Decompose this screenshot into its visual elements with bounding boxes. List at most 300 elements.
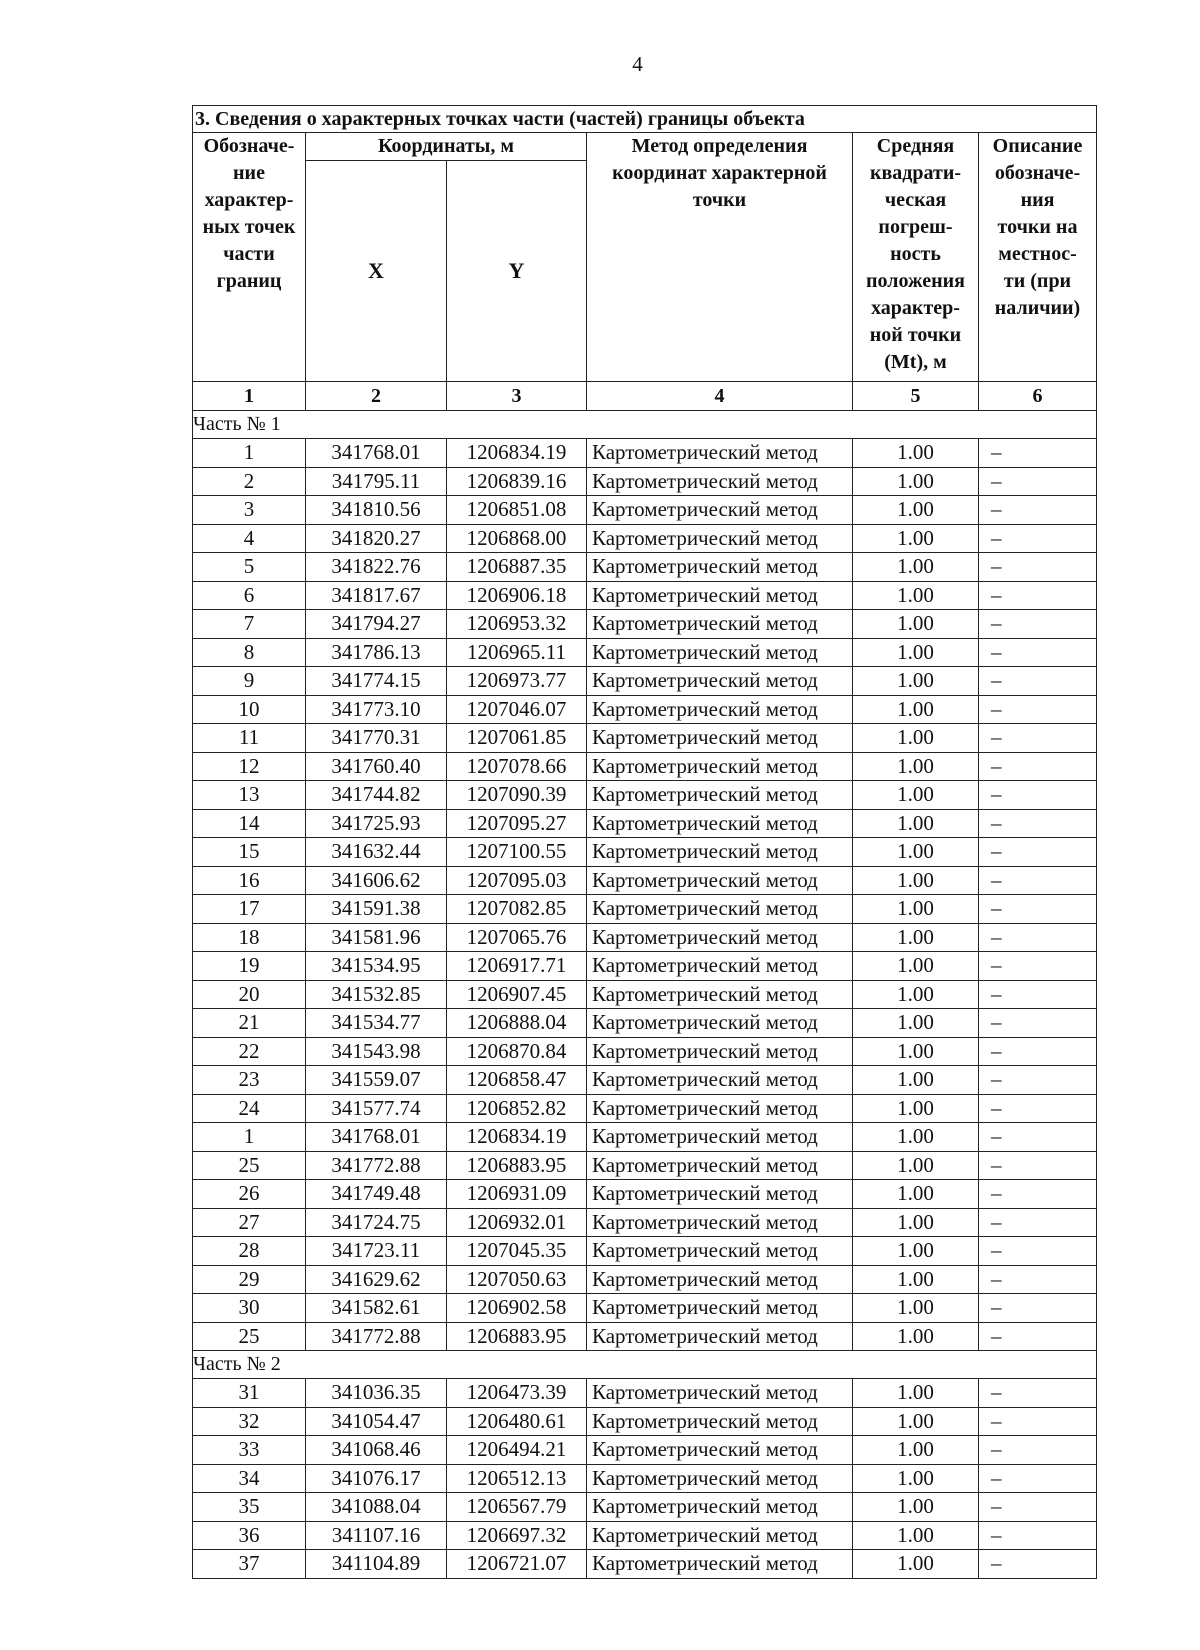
method: Картометрический метод	[587, 866, 853, 895]
method: Картометрический метод	[587, 667, 853, 696]
method: Картометрический метод	[587, 1237, 853, 1266]
coord-x: 341822.76	[306, 553, 447, 582]
coord-x: 341786.13	[306, 638, 447, 667]
method: Картометрический метод	[587, 610, 853, 639]
point-description: –	[979, 1237, 1097, 1266]
table-row	[193, 439, 1097, 468]
column-number: 5	[853, 382, 979, 411]
mean-error: 1.00	[853, 1550, 979, 1579]
header-line: границ	[216, 270, 282, 292]
header-line: местнос-	[998, 243, 1077, 265]
coord-x: 341543.98	[306, 1037, 447, 1066]
mean-error: 1.00	[853, 553, 979, 582]
coord-y: 1206567.79	[447, 1493, 587, 1522]
method: Картометрический метод	[587, 895, 853, 924]
point-description: –	[979, 1294, 1097, 1323]
point-id: 35	[193, 1493, 306, 1522]
part-row	[193, 1351, 1097, 1379]
method: Картометрический метод	[587, 1094, 853, 1123]
point-description: –	[979, 809, 1097, 838]
part-row	[193, 411, 1097, 439]
coord-x: 341749.48	[306, 1180, 447, 1209]
point-description: –	[979, 1379, 1097, 1408]
coord-x: 341768.01	[306, 439, 447, 468]
table-row	[193, 1294, 1097, 1323]
mean-error: 1.00	[853, 610, 979, 639]
method: Картометрический метод	[587, 1009, 853, 1038]
method: Картометрический метод	[587, 1521, 853, 1550]
mean-error: 1.00	[853, 781, 979, 810]
coord-y: 1207082.85	[447, 895, 587, 924]
mean-error: 1.00	[853, 467, 979, 496]
table-row	[193, 524, 1097, 553]
coord-x: 341817.67	[306, 581, 447, 610]
header-line: точки	[692, 189, 747, 211]
point-id: 34	[193, 1464, 306, 1493]
coord-y: 1206887.35	[447, 553, 587, 582]
method: Картометрический метод	[587, 1464, 853, 1493]
mean-error: 1.00	[853, 1208, 979, 1237]
coord-y: 1207061.85	[447, 724, 587, 753]
mean-error: 1.00	[853, 1009, 979, 1038]
point-id: 4	[193, 524, 306, 553]
method: Картометрический метод	[587, 1265, 853, 1294]
method: Картометрический метод	[587, 467, 853, 496]
mean-error: 1.00	[853, 1407, 979, 1436]
mean-error: 1.00	[853, 809, 979, 838]
header-description	[979, 133, 1097, 382]
coord-x: 341770.31	[306, 724, 447, 753]
mean-error: 1.00	[853, 1436, 979, 1465]
point-description: –	[979, 581, 1097, 610]
header-line: ной точки	[869, 324, 962, 346]
method: Картометрический метод	[587, 524, 853, 553]
table-row	[193, 1237, 1097, 1266]
coord-x: 341036.35	[306, 1379, 447, 1408]
point-description: –	[979, 1094, 1097, 1123]
mean-error: 1.00	[853, 1464, 979, 1493]
coord-x: 341532.85	[306, 980, 447, 1009]
header-line: наличии)	[994, 297, 1081, 319]
mean-error: 1.00	[853, 923, 979, 952]
boundary-points-table	[192, 105, 1097, 1579]
coord-y: 1206473.39	[447, 1379, 587, 1408]
coord-y: 1207050.63	[447, 1265, 587, 1294]
header-line: точки на	[997, 216, 1078, 238]
header-method	[587, 133, 853, 382]
coord-x: 341606.62	[306, 866, 447, 895]
point-description: –	[979, 1521, 1097, 1550]
coord-x: 341104.89	[306, 1550, 447, 1579]
point-description: –	[979, 895, 1097, 924]
coord-y: 1206480.61	[447, 1407, 587, 1436]
coord-y: 1206883.95	[447, 1151, 587, 1180]
table-row	[193, 1436, 1097, 1465]
coord-y: 1207100.55	[447, 838, 587, 867]
point-id: 15	[193, 838, 306, 867]
coord-y: 1206932.01	[447, 1208, 587, 1237]
coord-y: 1207095.27	[447, 809, 587, 838]
coord-x: 341088.04	[306, 1493, 447, 1522]
point-id: 21	[193, 1009, 306, 1038]
point-description: –	[979, 1493, 1097, 1522]
point-id: 27	[193, 1208, 306, 1237]
point-id: 3	[193, 496, 306, 525]
point-description: –	[979, 1037, 1097, 1066]
page-number: 4	[632, 52, 643, 76]
table-row	[193, 1521, 1097, 1550]
coord-y: 1206494.21	[447, 1436, 587, 1465]
coord-y: 1206883.95	[447, 1322, 587, 1351]
coord-x: 341772.88	[306, 1151, 447, 1180]
table-row	[193, 496, 1097, 525]
table-title: 3. Сведения о характерных точках части (частей) границы объекта	[193, 106, 1097, 133]
point-description: –	[979, 1066, 1097, 1095]
method: Картометрический метод	[587, 980, 853, 1009]
point-id: 18	[193, 923, 306, 952]
mean-error: 1.00	[853, 1322, 979, 1351]
coord-y: 1207078.66	[447, 752, 587, 781]
point-description: –	[979, 439, 1097, 468]
coord-y: 1207065.76	[447, 923, 587, 952]
method: Картометрический метод	[587, 1180, 853, 1209]
coord-x: 341591.38	[306, 895, 447, 924]
point-description: –	[979, 866, 1097, 895]
header-line: ных точек	[202, 216, 296, 238]
coord-x: 341632.44	[306, 838, 447, 867]
coord-y: 1207095.03	[447, 866, 587, 895]
point-id: 12	[193, 752, 306, 781]
header-line: Средняя	[876, 135, 955, 157]
mean-error: 1.00	[853, 439, 979, 468]
column-number: 1	[193, 382, 306, 411]
coord-x: 341068.46	[306, 1436, 447, 1465]
column-number: 2	[306, 382, 447, 411]
point-id: 6	[193, 581, 306, 610]
table-row	[193, 1037, 1097, 1066]
table-row	[193, 553, 1097, 582]
coord-y: 1206721.07	[447, 1550, 587, 1579]
coord-y: 1207046.07	[447, 695, 587, 724]
coord-y: 1206907.45	[447, 980, 587, 1009]
point-description: –	[979, 1180, 1097, 1209]
coord-y: 1206953.32	[447, 610, 587, 639]
point-id: 31	[193, 1379, 306, 1408]
table-row	[193, 1407, 1097, 1436]
mean-error: 1.00	[853, 1037, 979, 1066]
mean-error: 1.00	[853, 524, 979, 553]
mean-error: 1.00	[853, 638, 979, 667]
coord-y: 1206839.16	[447, 467, 587, 496]
point-id: 37	[193, 1550, 306, 1579]
coord-x: 341794.27	[306, 610, 447, 639]
point-id: 23	[193, 1066, 306, 1095]
column-number: 3	[447, 382, 587, 411]
point-id: 29	[193, 1265, 306, 1294]
mean-error: 1.00	[853, 1237, 979, 1266]
point-description: –	[979, 752, 1097, 781]
coord-x: 341581.96	[306, 923, 447, 952]
mean-error: 1.00	[853, 952, 979, 981]
method: Картометрический метод	[587, 1208, 853, 1237]
mean-error: 1.00	[853, 581, 979, 610]
header-x: X	[306, 161, 447, 382]
table-row	[193, 866, 1097, 895]
method: Картометрический метод	[587, 1550, 853, 1579]
table-row	[193, 1123, 1097, 1152]
mean-error: 1.00	[853, 1094, 979, 1123]
mean-error: 1.00	[853, 895, 979, 924]
mean-error: 1.00	[853, 1180, 979, 1209]
coord-x: 341810.56	[306, 496, 447, 525]
method: Картометрический метод	[587, 1037, 853, 1066]
method: Картометрический метод	[587, 1151, 853, 1180]
point-id: 25	[193, 1322, 306, 1351]
point-id: 28	[193, 1237, 306, 1266]
table-row	[193, 467, 1097, 496]
point-description: –	[979, 1009, 1097, 1038]
method: Картометрический метод	[587, 752, 853, 781]
point-description: –	[979, 1550, 1097, 1579]
header-line: квадрати-	[869, 162, 962, 184]
mean-error: 1.00	[853, 667, 979, 696]
coord-x: 341629.62	[306, 1265, 447, 1294]
table-row	[193, 667, 1097, 696]
table-row	[193, 1066, 1097, 1095]
header-error	[853, 133, 979, 382]
table-row	[193, 1094, 1097, 1123]
point-id: 2	[193, 467, 306, 496]
mean-error: 1.00	[853, 980, 979, 1009]
coord-x: 341768.01	[306, 1123, 447, 1152]
table-row	[193, 952, 1097, 981]
coord-y: 1206931.09	[447, 1180, 587, 1209]
point-id: 10	[193, 695, 306, 724]
table-row	[193, 781, 1097, 810]
point-description: –	[979, 1123, 1097, 1152]
point-description: –	[979, 496, 1097, 525]
method: Картометрический метод	[587, 439, 853, 468]
point-id: 8	[193, 638, 306, 667]
point-id: 32	[193, 1407, 306, 1436]
point-description: –	[979, 667, 1097, 696]
header-line: координат характерной	[612, 162, 827, 184]
method: Картометрический метод	[587, 1123, 853, 1152]
coord-y: 1206834.19	[447, 1123, 587, 1152]
method: Картометрический метод	[587, 553, 853, 582]
header-line: характер-	[204, 189, 294, 211]
header-line: ность	[890, 243, 941, 265]
column-number: 4	[587, 382, 853, 411]
coord-y: 1206868.00	[447, 524, 587, 553]
coord-y: 1206965.11	[447, 638, 587, 667]
coord-y: 1206888.04	[447, 1009, 587, 1038]
point-id: 1	[193, 439, 306, 468]
coord-y: 1206870.84	[447, 1037, 587, 1066]
point-id: 20	[193, 980, 306, 1009]
coord-x: 341725.93	[306, 809, 447, 838]
method: Картометрический метод	[587, 923, 853, 952]
coord-x: 341774.15	[306, 667, 447, 696]
point-description: –	[979, 1208, 1097, 1237]
coord-x: 341724.75	[306, 1208, 447, 1237]
header-designation	[193, 133, 306, 382]
method: Картометрический метод	[587, 1379, 853, 1408]
mean-error: 1.00	[853, 1521, 979, 1550]
point-description: –	[979, 724, 1097, 753]
method: Картометрический метод	[587, 1294, 853, 1323]
header-line: ти (при	[1003, 270, 1072, 292]
header-line: ческая	[884, 189, 947, 211]
point-description: –	[979, 524, 1097, 553]
point-id: 9	[193, 667, 306, 696]
point-description: –	[979, 553, 1097, 582]
coord-x: 341534.77	[306, 1009, 447, 1038]
header-line: характер-	[871, 297, 960, 319]
mean-error: 1.00	[853, 1151, 979, 1180]
point-id: 19	[193, 952, 306, 981]
point-id: 26	[193, 1180, 306, 1209]
table-row	[193, 1550, 1097, 1579]
point-id: 7	[193, 610, 306, 639]
header-line: части	[223, 243, 275, 265]
method: Картометрический метод	[587, 581, 853, 610]
coord-x: 341534.95	[306, 952, 447, 981]
method: Картометрический метод	[587, 695, 853, 724]
coord-y: 1206851.08	[447, 496, 587, 525]
method: Картометрический метод	[587, 1407, 853, 1436]
point-description: –	[979, 1407, 1097, 1436]
header-line: Описание	[992, 135, 1083, 157]
coord-x: 341773.10	[306, 695, 447, 724]
table-row	[193, 980, 1097, 1009]
mean-error: 1.00	[853, 866, 979, 895]
coord-y: 1206973.77	[447, 667, 587, 696]
point-description: –	[979, 838, 1097, 867]
method: Картометрический метод	[587, 952, 853, 981]
point-id: 24	[193, 1094, 306, 1123]
header-line: погреш-	[878, 216, 953, 238]
point-description: –	[979, 610, 1097, 639]
coord-x: 341054.47	[306, 1407, 447, 1436]
part-label: Часть № 2	[193, 1351, 1097, 1379]
mean-error: 1.00	[853, 838, 979, 867]
method: Картометрический метод	[587, 809, 853, 838]
coord-x: 341076.17	[306, 1464, 447, 1493]
coord-x: 341107.16	[306, 1521, 447, 1550]
header-y: Y	[447, 161, 587, 382]
header-line: ния	[1020, 189, 1055, 211]
point-id: 33	[193, 1436, 306, 1465]
method: Картометрический метод	[587, 638, 853, 667]
header-line: (Mt), м	[884, 351, 947, 373]
coord-x: 341723.11	[306, 1237, 447, 1266]
header-coordinates: Координаты, м	[306, 133, 587, 161]
table-row	[193, 1493, 1097, 1522]
point-id: 25	[193, 1151, 306, 1180]
mean-error: 1.00	[853, 1493, 979, 1522]
header-line: обозначе-	[994, 162, 1081, 184]
point-id: 1	[193, 1123, 306, 1152]
table-row	[193, 1151, 1097, 1180]
point-description: –	[979, 695, 1097, 724]
table-row	[193, 638, 1097, 667]
mean-error: 1.00	[853, 1123, 979, 1152]
point-description: –	[979, 1436, 1097, 1465]
point-description: –	[979, 638, 1097, 667]
point-description: –	[979, 980, 1097, 1009]
table-row	[193, 923, 1097, 952]
method: Картометрический метод	[587, 781, 853, 810]
method: Картометрический метод	[587, 1436, 853, 1465]
mean-error: 1.00	[853, 1265, 979, 1294]
coord-y: 1206858.47	[447, 1066, 587, 1095]
coord-y: 1206834.19	[447, 439, 587, 468]
header-line: положения	[866, 270, 965, 292]
coord-x: 341577.74	[306, 1094, 447, 1123]
point-id: 13	[193, 781, 306, 810]
point-id: 11	[193, 724, 306, 753]
table-row	[193, 1009, 1097, 1038]
table-row	[193, 610, 1097, 639]
part-label: Часть № 1	[193, 411, 1097, 439]
header-line: Метод определения	[631, 135, 808, 157]
point-id: 17	[193, 895, 306, 924]
coord-y: 1207090.39	[447, 781, 587, 810]
table-row	[193, 1322, 1097, 1351]
header-line: Обозначе-	[203, 135, 295, 157]
point-id: 16	[193, 866, 306, 895]
coord-x: 341760.40	[306, 752, 447, 781]
table-row	[193, 581, 1097, 610]
mean-error: 1.00	[853, 695, 979, 724]
point-id: 36	[193, 1521, 306, 1550]
mean-error: 1.00	[853, 1066, 979, 1095]
method: Картометрический метод	[587, 724, 853, 753]
table-row	[193, 1180, 1097, 1209]
mean-error: 1.00	[853, 1294, 979, 1323]
point-id: 30	[193, 1294, 306, 1323]
table-row	[193, 838, 1097, 867]
mean-error: 1.00	[853, 1379, 979, 1408]
coord-y: 1206906.18	[447, 581, 587, 610]
coord-y: 1206697.32	[447, 1521, 587, 1550]
coord-y: 1206852.82	[447, 1094, 587, 1123]
point-description: –	[979, 1322, 1097, 1351]
coord-x: 341772.88	[306, 1322, 447, 1351]
point-description: –	[979, 1151, 1097, 1180]
column-number: 6	[979, 382, 1097, 411]
point-id: 22	[193, 1037, 306, 1066]
point-description: –	[979, 781, 1097, 810]
table-row	[193, 724, 1097, 753]
coord-y: 1206512.13	[447, 1464, 587, 1493]
coord-x: 341559.07	[306, 1066, 447, 1095]
mean-error: 1.00	[853, 752, 979, 781]
column-number-row	[193, 382, 1097, 411]
method: Картометрический метод	[587, 1066, 853, 1095]
coord-x: 341582.61	[306, 1294, 447, 1323]
table-row	[193, 1379, 1097, 1408]
point-id: 5	[193, 553, 306, 582]
point-description: –	[979, 1464, 1097, 1493]
table-row	[193, 695, 1097, 724]
coord-y: 1206902.58	[447, 1294, 587, 1323]
table-row	[193, 752, 1097, 781]
mean-error: 1.00	[853, 724, 979, 753]
coord-x: 341820.27	[306, 524, 447, 553]
table-row	[193, 895, 1097, 924]
